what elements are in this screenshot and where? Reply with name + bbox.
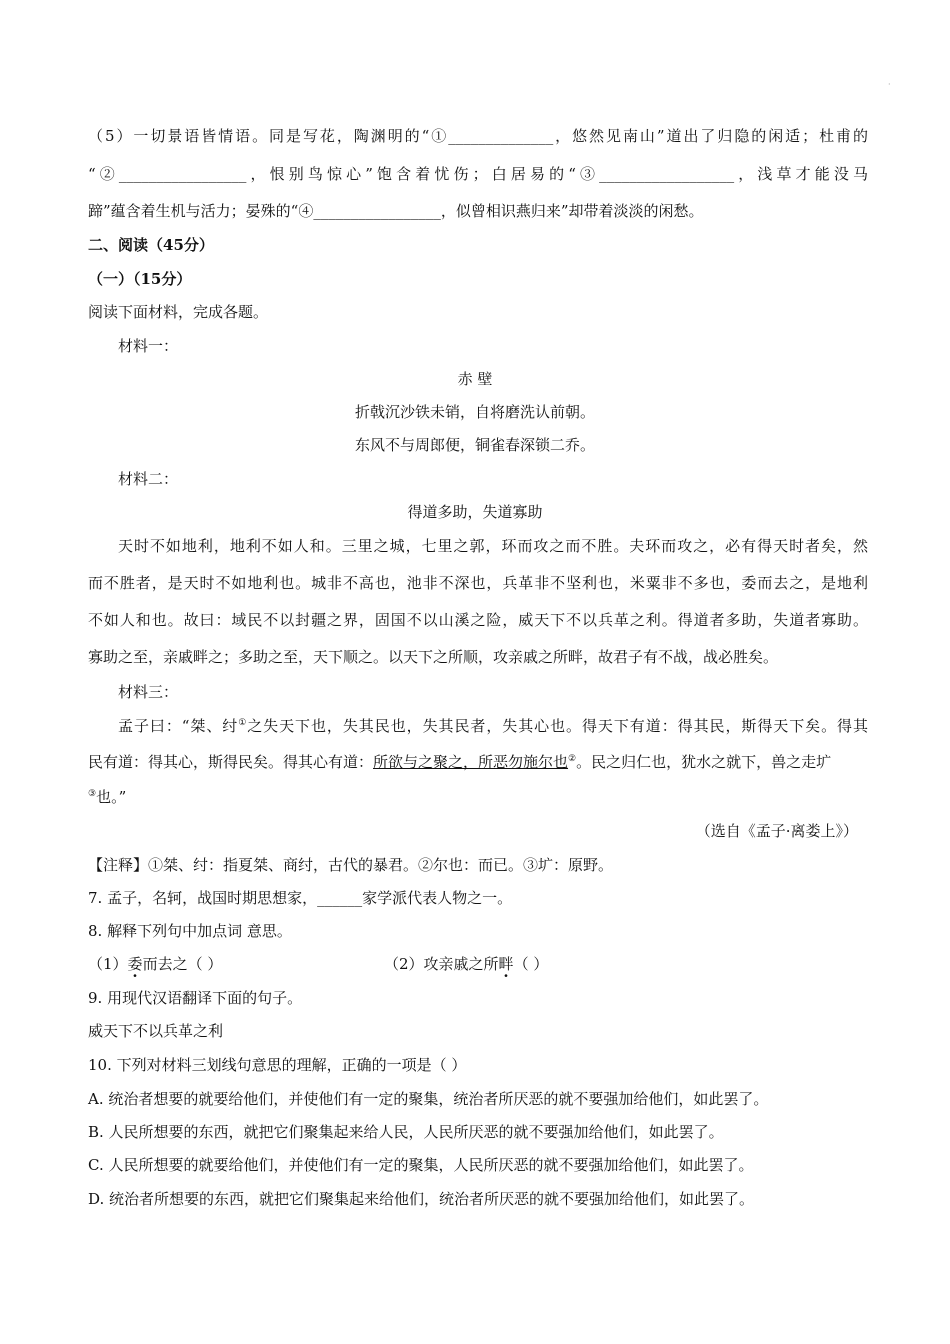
question-8-item-1 <box>88 954 388 974</box>
material-3-line-2 <box>88 752 868 772</box>
material-2-title: 得道多助，失道寡助 <box>407 503 543 521</box>
q8-dotted-word-2: 畔 <box>498 955 514 973</box>
material-3-line-3-text: 也。” <box>96 788 127 806</box>
question-7: 7. 孟子，名轲，战国时期思想家，______家学派代表人物之一。 <box>88 889 513 907</box>
q8-item1-suffix: 而去之（ ） <box>142 955 223 973</box>
material-3-line-1 <box>88 716 868 736</box>
footnote-ref-2: ② <box>568 754 577 764</box>
reading-instruction: 阅读下面材料，完成各题。 <box>88 303 269 321</box>
q8-dotted-word-1: 委 <box>127 955 143 973</box>
question-10-stem: 10. 下列对材料三划线句意思的理解，正确的一项是（ ） <box>88 1056 467 1074</box>
q8-item1-prefix: （1） <box>88 955 128 973</box>
material-3-label: 材料三： <box>118 683 179 701</box>
material-3-line-2-b: 。民之归仁也，犹水之就下，兽之走圹 <box>576 753 832 771</box>
footnote-ref-3: ③ <box>88 789 97 799</box>
q8-item2-suffix: （ ） <box>513 955 549 973</box>
material-2-line-3: 不如人和也。故曰：域民不以封疆之界，固国不以山溪之险，威天下不以兵革之利。得道者多助，失道者寡助。 <box>88 611 868 629</box>
footnote-ref-1: ① <box>238 718 248 728</box>
material-2-label: 材料二： <box>118 470 179 488</box>
question-10-option-d: D. 统治者所想要的东西，就把它们聚集起来给他们，统治者所厌恶的就不要强加给他们，如此罢了。 <box>88 1190 755 1208</box>
source-citation: （选自《孟子·离娄上》） <box>695 822 858 840</box>
header-dot-mark: · <box>888 80 891 89</box>
underlined-sentence: 所欲与之聚之，所恶勿施尔也 <box>373 753 569 771</box>
question-8-item-2 <box>384 954 784 974</box>
q5-line-3: 蹄”蕴含着生机与活力；晏殊的“④_________________，似曾相识燕归来”却带着淡淡的闲愁。 <box>88 202 704 220</box>
q8-item2-prefix: （2）攻亲戚之所 <box>384 955 499 973</box>
material-1-label: 材料一： <box>118 337 179 355</box>
part-1-title: （一）（15分） <box>88 270 192 288</box>
section-2-title: 二、阅读（45分） <box>88 236 214 254</box>
question-9-stem: 9. 用现代汉语翻译下面的句子。 <box>88 989 303 1007</box>
material-2-line-1: 天时不如地利，地利不如人和。三里之城，七里之郭，环而攻之而不胜。夫环而攻之，必有得天时者矣，然 <box>118 537 868 555</box>
question-9-sentence: 威天下不以兵革之利 <box>88 1022 224 1040</box>
material-3-line-2-a: 民有道：得其心，斯得民矣。得其心有道： <box>88 753 374 771</box>
question-10-option-b: B. 人民所想要的东西，就把它们聚集起来给人民，人民所厌恶的就不要强加给他们，如此罢了。 <box>88 1123 724 1141</box>
poem-line-1: 折戟沉沙铁未销，自将磨洗认前朝。 <box>354 403 595 421</box>
q5-line-2: “②_________________，恨别鸟惊心”饱含着忧伤；白居易的“③__________________，浅草才能没马 <box>88 165 868 183</box>
question-10-option-c: C. 人民所想要的就要给他们，并使他们有一定的聚集，人民所厌恶的就不要强加给他们，如此罢了。 <box>88 1156 754 1174</box>
material-3-line-1-b: 之失天下也，失其民也，失其民者，失其心也。得天下有道：得其民，斯得天下矣。得其 <box>247 717 868 735</box>
question-10-option-a: A. 统治者想要的就要给他们，并使他们有一定的聚集，统治者所厌恶的就不要强加给他们，如此罢了。 <box>88 1090 769 1108</box>
q5-line-1: （5）一切景语皆情语。同是写花，陶渊明的“①______________，悠然见南山”道出了归隐的闲适；杜甫的 <box>88 127 868 145</box>
material-2-line-2: 而不胜者，是天时不如地利也。城非不高也，池非不深也，兵革非不坚利也，米粟非不多也，委而去之，是地利 <box>88 574 868 592</box>
poem-line-2: 东风不与周郎便，铜雀春深锁二乔。 <box>354 436 595 454</box>
question-8-stem: 8. 解释下列句中加点词 意思。 <box>88 922 292 940</box>
annotations: 【注释】①桀、纣：指夏桀、商纣，古代的暴君。②尔也：而已。③圹：原野。 <box>88 856 614 874</box>
material-3-line-3 <box>88 787 868 807</box>
material-3-line-1-a: 孟子曰：“桀、纣 <box>118 717 239 735</box>
material-1-title: 赤 壁 <box>457 370 493 388</box>
material-2-line-4: 寡助之至，亲戚畔之；多助之至，天下顺之。以天下之所顺，攻亲戚之所畔，故君子有不战，战必胜矣。 <box>88 648 779 666</box>
